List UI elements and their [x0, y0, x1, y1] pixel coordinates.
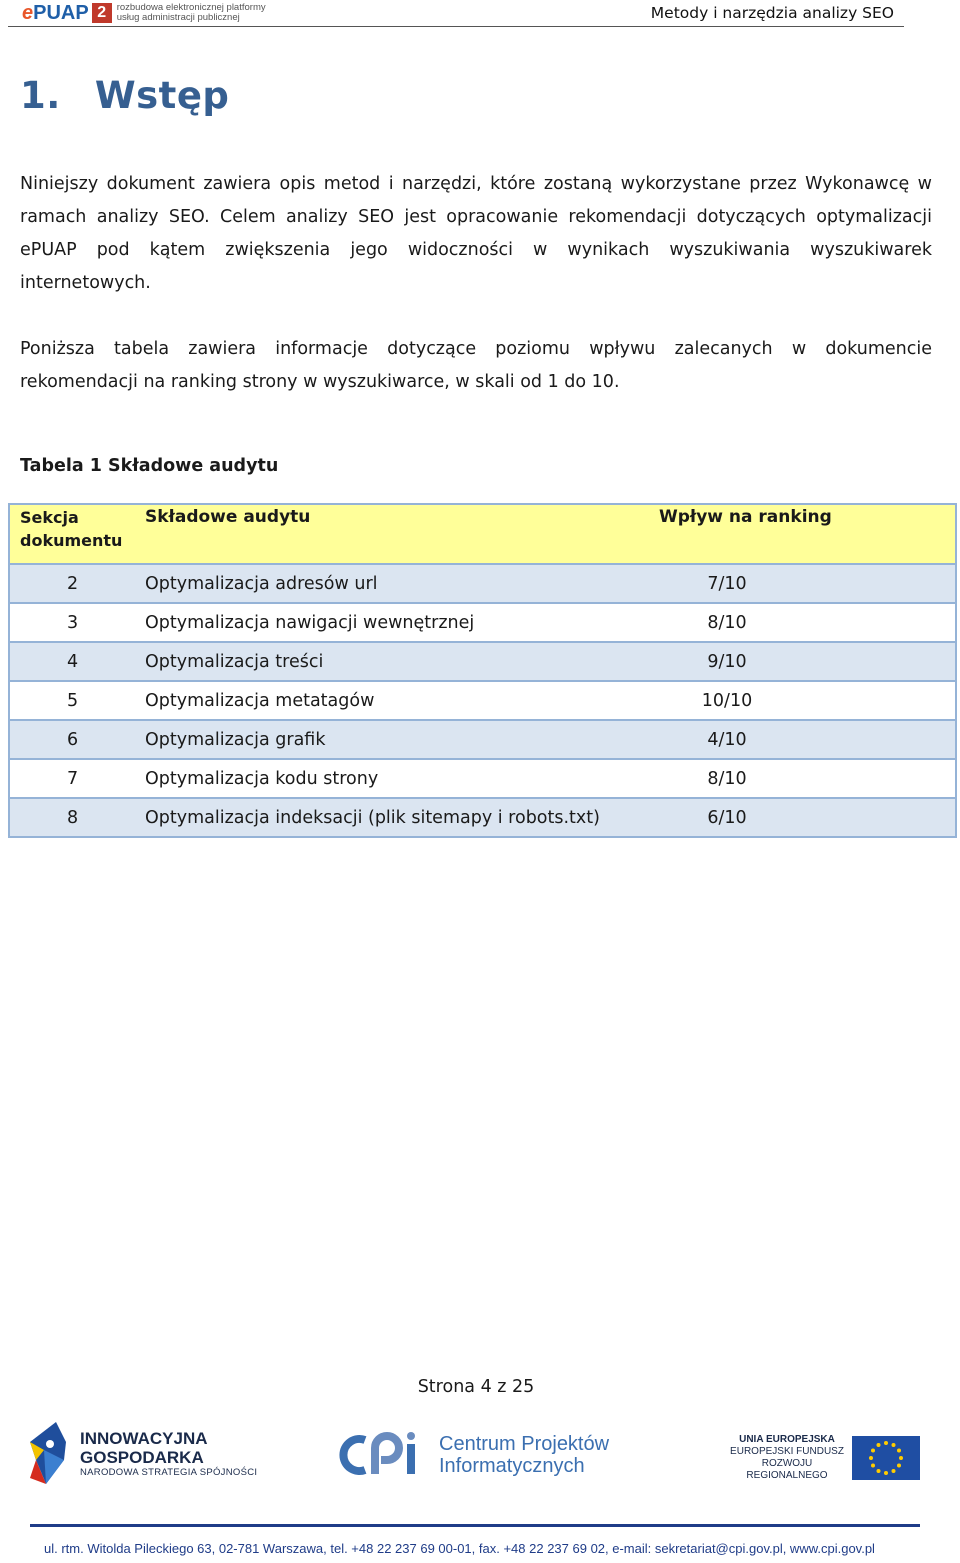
eu-flag-icon	[852, 1436, 920, 1480]
section-number: 1.	[20, 74, 61, 117]
footer-address: ul. rtm. Witolda Pileckiego 63, 02-781 Warszawa, tel. +48 22 237 69 00-01, fax. +48 22 237 69 02, e-mail: sekretariat@cpi.gov.pl, www.cpi.gov.pl	[44, 1541, 875, 1556]
cell-impact: 7/10	[649, 564, 956, 603]
page-header	[8, 0, 904, 27]
cell-section: 3	[9, 603, 135, 642]
table-row	[9, 642, 956, 681]
cell-impact: 8/10	[649, 603, 956, 642]
cpi-mark-icon	[337, 1430, 433, 1480]
section-title: Wstęp	[94, 74, 230, 117]
cell-impact: 4/10	[649, 720, 956, 759]
table-row	[9, 720, 956, 759]
ig-line3: NARODOWA STRATEGIA SPÓJNOŚCI	[80, 1466, 258, 1478]
cell-component: Optymalizacja indeksacji (plik sitemapy i robots.txt)	[135, 798, 649, 837]
cell-impact: 9/10	[649, 642, 956, 681]
table-row	[9, 603, 956, 642]
cell-section: 7	[9, 759, 135, 798]
logo-version: 2	[92, 3, 112, 23]
ig-line1: INNOWACYJNA	[80, 1428, 208, 1448]
eu-line3: ROZWOJU REGIONALNEGO	[746, 1458, 828, 1481]
cell-component: Optymalizacja treści	[135, 642, 649, 681]
cell-component: Optymalizacja metatagów	[135, 681, 649, 720]
cpi-line1: Centrum Projektów	[439, 1433, 610, 1455]
epuap-logo	[22, 2, 266, 24]
logo-tagline-2: usług administracji publicznej	[116, 12, 240, 23]
innowacyjna-gospodarka-logo	[26, 1420, 257, 1486]
audit-components-table	[8, 503, 957, 838]
table-header-row	[9, 504, 956, 564]
cpi-line2: Informatycznych	[439, 1455, 585, 1477]
logo-tagline-1: rozbudowa elektronicznej platformy	[116, 2, 266, 13]
intro-paragraph: Niniejszy dokument zawiera opis metod i narzędzi, które zostaną wykorzystane przez Wykonawcę w ramach analizy SEO. Celem analizy SEO jest opracowanie rekomendacji dotyczących optymalizacji ePUAP pod kątem zwiększenia jego widoczności w wynikach wyszukiwania wyszukiwarek internetowych.	[20, 174, 932, 293]
cell-section: 8	[9, 798, 135, 837]
table-row	[9, 798, 956, 837]
table-caption: Tabela 1 Składowe audytu	[20, 456, 279, 476]
table-row	[9, 681, 956, 720]
eu-line1: UNIA EUROPEJSKA	[739, 1434, 835, 1445]
page-number: Strona 4 z 25	[417, 1377, 535, 1397]
cell-component: Optymalizacja adresów url	[135, 564, 649, 603]
column-header-impact: Wpływ na ranking	[649, 504, 956, 564]
cell-section: 2	[9, 564, 135, 603]
table-row	[9, 564, 956, 603]
document-title: Metody i narzędzia analizy SEO	[650, 4, 894, 22]
logo-puap: PUAP	[33, 1, 89, 24]
cell-section: 6	[9, 720, 135, 759]
table-row	[9, 759, 956, 798]
logo-tagline	[117, 3, 266, 23]
cell-impact: 10/10	[649, 681, 956, 720]
cell-component: Optymalizacja kodu strony	[135, 759, 649, 798]
eu-logo	[728, 1434, 920, 1482]
cell-impact: 6/10	[649, 798, 956, 837]
ig-line2: GOSPODARKA	[80, 1447, 204, 1467]
column-header-section: Sekcja dokumentu	[9, 504, 135, 564]
cell-section: 5	[9, 681, 135, 720]
cell-component: Optymalizacja grafik	[135, 720, 649, 759]
eu-line2: EUROPEJSKI FUNDUSZ	[730, 1446, 844, 1457]
column-header-component: Składowe audytu	[135, 504, 649, 564]
section-heading	[20, 74, 229, 117]
footer-divider	[30, 1524, 920, 1527]
table-intro-paragraph: Poniższa tabela zawiera informacje dotyczące poziomu wpływu zalecanych w dokumencie rekomendacji na ranking strony w wyszukiwarce, w skali od 1 do 10.	[20, 339, 932, 392]
logo-e: e	[22, 1, 34, 24]
cpi-logo	[337, 1430, 609, 1480]
ig-star-icon	[26, 1420, 70, 1486]
cell-component: Optymalizacja nawigacji wewnętrznej	[135, 603, 649, 642]
cell-section: 4	[9, 642, 135, 681]
cell-impact: 8/10	[649, 759, 956, 798]
